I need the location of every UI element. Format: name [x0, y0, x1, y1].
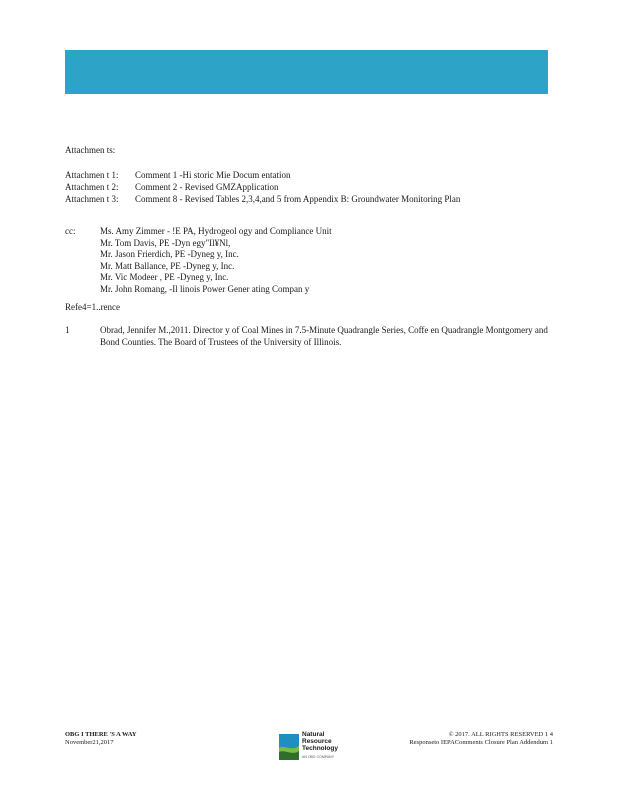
- header-banner: [65, 50, 548, 94]
- cc-recipient: Mr. Vic Modeer , PE -Dyneg y, Inc.: [100, 272, 229, 282]
- logo-mark-icon: [279, 734, 299, 760]
- cc-recipient: Mr. John Romang, -Il linois Power Gener ating Compan y: [100, 283, 310, 294]
- logo-word: Technology: [302, 744, 338, 752]
- footer-left: [65, 731, 137, 747]
- logo-word: Resource: [302, 737, 332, 745]
- cc-label: cc:: [65, 226, 76, 236]
- footer-date: November21,2017: [65, 739, 114, 746]
- footer-company-tagline: OBG I THERE 'S A WAY: [65, 731, 137, 738]
- cc-recipient: Mr. Matt Ballance, PE -Dyneg y, Inc.: [100, 260, 235, 271]
- attachment-label: Attachmen t 3:: [65, 194, 119, 204]
- footer-document-title: Responseto IEPAComments Closure Plan Addendum 1: [409, 739, 553, 746]
- company-logo: [279, 731, 349, 763]
- logo-word: Natural: [302, 731, 325, 738]
- footer-right: [409, 731, 553, 747]
- logo-wordmark: [302, 732, 338, 752]
- references-heading: Refe4=1..rence: [65, 302, 121, 312]
- attachment-text: Comment 8 - Revised Tables 2,3,4,and 5 from Appendix B: Groundwater Monitoring Plan: [135, 194, 461, 204]
- attachments-heading: Attachmen ts:: [65, 145, 116, 155]
- cc-recipient: Ms. Amy Zimmer - !E PA, Hydrogeol ogy and Compliance Unit: [100, 226, 332, 236]
- reference-number: 1: [65, 325, 70, 335]
- attachment-text: Comment 1 -Hi storic Mie Docum entation: [135, 170, 291, 180]
- reference-text: Obrad, Jennifer M.,2011. Director y of Coal Mines in 7.5-Minute Quadrangle Series, Coffe en Quadrangle Montgomery and Bond Counties. The Board of Trustees of the University of Illinois.: [100, 325, 548, 347]
- footer-copyright: © 2017. ALL RIGHTS RESERVED 1 4: [448, 731, 553, 738]
- logo-subtext: AN OBG COMPANY: [302, 755, 335, 759]
- attachment-label: Attachmen t 2:: [65, 182, 119, 192]
- attachment-text: Comment 2 - Revised GMZApplication: [135, 182, 279, 192]
- cc-recipient-list: [100, 226, 332, 295]
- cc-recipient: Mr. Jason Frierdich, PE -Dyneg y, Inc.: [100, 249, 239, 259]
- cc-recipient: Mr. Tom Davis, PE -Dyn egy"Il¥Nl,: [100, 237, 231, 248]
- attachment-label: Attachmen t 1:: [65, 170, 119, 180]
